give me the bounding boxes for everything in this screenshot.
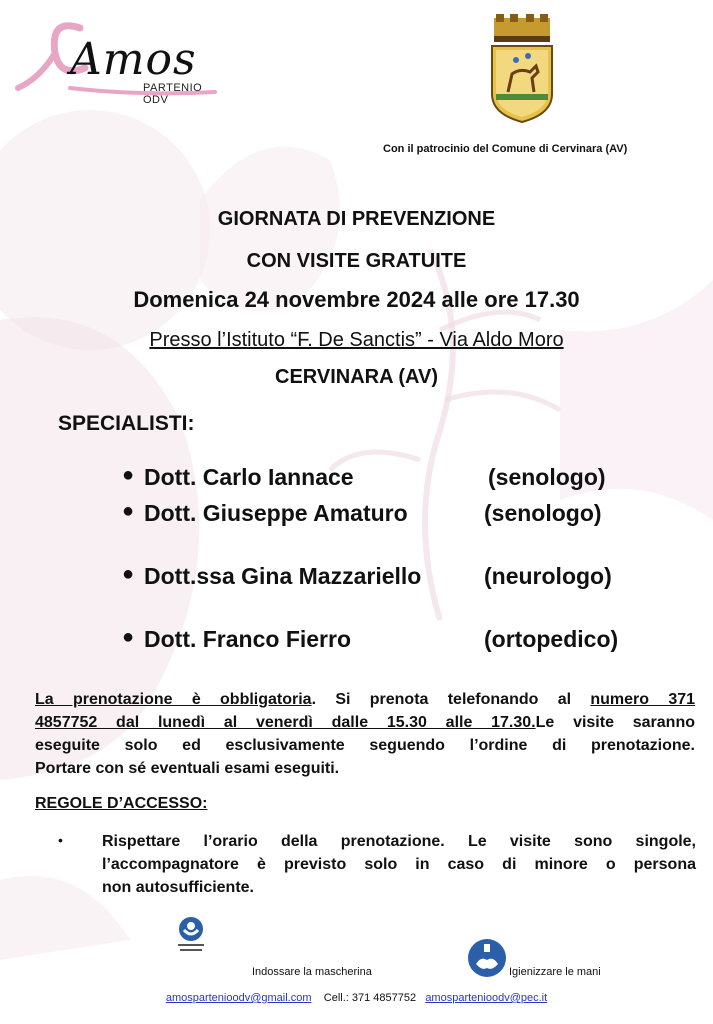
bullet-icon: ● [122, 464, 135, 486]
event-town: CERVINARA (AV) [275, 366, 438, 388]
specialist-role: (neurologo) [484, 563, 612, 589]
rule-line: Rispettare l’orario della prenotazione. Le visite sono singole, [102, 833, 696, 850]
rule-line: non autosufficiente. [102, 879, 254, 896]
email-link-gmail[interactable]: amospartenioodv@gmail.com [165, 992, 312, 1004]
booking-line [35, 688, 695, 711]
rules-heading: REGOLE D’ACCESSO: [35, 795, 208, 812]
booking-line: Portare con sé eventuali esami eseguiti. [35, 760, 340, 777]
booking-text: Le visite saranno [535, 714, 695, 731]
bullet-icon: • [58, 832, 63, 848]
specialist-name: Dott.ssa Gina Mazzariello [144, 563, 422, 589]
specialist-name: Dott. Franco Fierro [144, 626, 352, 652]
booking-paragraph [35, 688, 695, 780]
mask-label: Indossare la mascherina [252, 966, 372, 978]
amos-logo [10, 8, 225, 108]
booking-line [35, 711, 695, 734]
specialist-name: Dott. Carlo Iannace [144, 464, 354, 490]
booking-hours: 4857752 dal lunedì al venerdì dalle 15.30 alle 17.30. [35, 714, 536, 731]
booking-phone-part: numero 371 [590, 691, 696, 708]
phone-number: Cell.: 371 4857752 [323, 992, 417, 1004]
face-mask-icon [176, 916, 206, 958]
bullet-icon: ● [122, 563, 135, 585]
specialist-role: (ortopedico) [484, 626, 619, 652]
cervinara-crest-icon [486, 14, 558, 124]
rule-line: l’accompagnatore è previsto solo in caso di minore o persona [102, 856, 696, 873]
bullet-icon: ● [122, 626, 135, 648]
specialist-name: Dott. Giuseppe Amaturo [144, 500, 408, 526]
logo-subtitle: PARTENIO ODV [143, 82, 203, 106]
event-venue: Presso l’Istituto “F. De Sanctis” - Via Aldo Moro [149, 329, 564, 351]
booking-line: eseguite solo ed esclusivamente seguendo l’ordine di prenotazione. [35, 737, 695, 754]
bullet-icon: ● [122, 500, 135, 522]
specialist-role: (senologo) [484, 500, 602, 526]
specialists-heading: SPECIALISTI: [58, 412, 195, 435]
email-link-pec[interactable]: amospartenioodv@pec.it [425, 992, 548, 1004]
event-date: Domenica 24 novembre 2024 alle ore 17.30 [133, 287, 580, 312]
event-title-line1: GIORNATA DI PREVENZIONE [217, 208, 496, 230]
logo-wordmark: Amos [70, 34, 197, 85]
specialist-role: (senologo) [488, 464, 606, 490]
contact-line [0, 992, 713, 1004]
booking-mandatory: La prenotazione è obbligatoria [35, 691, 312, 708]
patronage-note: Con il patrocinio del Comune di Cervinara (AV) [383, 143, 628, 155]
rule-item [102, 830, 696, 899]
hands-label: Igienizzare le mani [509, 966, 601, 978]
booking-text: . Si prenota telefonando al [311, 691, 591, 708]
hand-sanitizer-icon [467, 938, 507, 978]
event-title-line2: CON VISITE GRATUITE [246, 250, 467, 272]
